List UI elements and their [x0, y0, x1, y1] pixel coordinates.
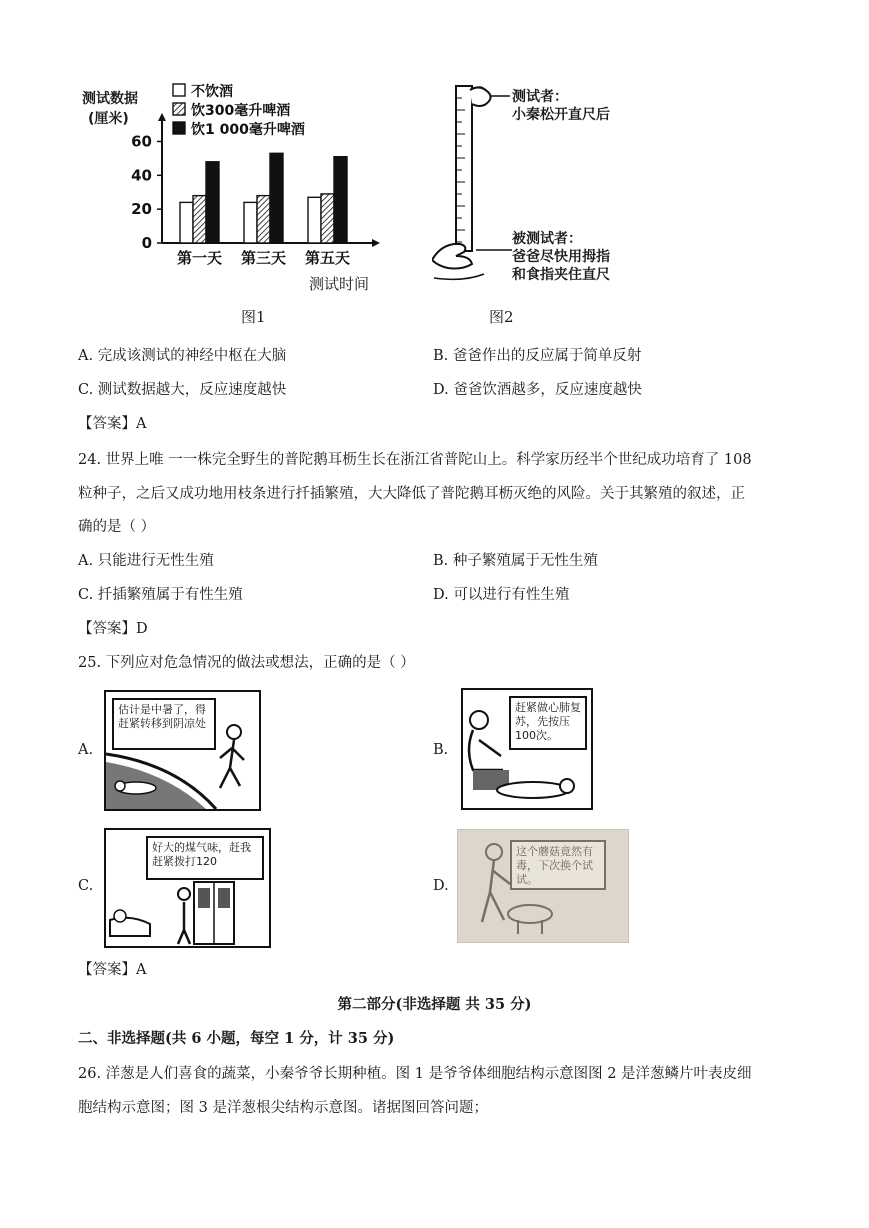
figure-2-caption: 图2: [489, 308, 514, 326]
part-two-heading: 第二部分(非选择题 共 35 分): [337, 996, 532, 1013]
legend-label: 饮300毫升啤酒: [191, 103, 291, 119]
speech-bubble-d: 这个蘑菇竟然有毒，下次换个试试。: [510, 840, 606, 890]
legend-swatch: [173, 103, 185, 115]
q25-cartoon-a: [104, 690, 261, 811]
q26-stem-line1: 26. 洋葱是人们喜食的蔬菜，小秦爷爷长期种植。图 1 是爷爷体细胞结构示意图图 2 是洋葱鳞片叶表皮细: [78, 1066, 752, 1082]
gas-leak-scene-icon: [106, 830, 269, 946]
q25-stem: 25. 下列应对危急情况的做法或想法，正确的是（ ）: [78, 655, 415, 671]
q26-stem-line2: 胞结构示意图；图 3 是洋葱根尖结构示意图。诸据图回答问题；: [78, 1100, 488, 1116]
x-tick-label: 第五天: [304, 249, 351, 267]
q25-cartoon-b: [461, 688, 593, 810]
tester-label: 测试者：: [512, 89, 568, 105]
q24-option-a: A. 只能进行无性生殖: [78, 553, 214, 569]
y-tick-label: 20: [131, 200, 152, 219]
q24-stem-line2: 粒种子，之后又成功地用枝条进行扦插繁殖，大大降低了普陀鹅耳枥灭绝的风险。关于其繁殖的叙述，正: [78, 486, 745, 502]
bar: [257, 196, 270, 243]
figure-1-caption: 图1: [241, 308, 266, 326]
speech-bubble-b: 赶紧做心肺复苏，先按压100次。: [509, 696, 587, 750]
bar: [193, 196, 206, 243]
bar: [321, 194, 334, 243]
x-tick-label: 第一天: [176, 249, 223, 267]
legend-swatch: [173, 84, 185, 96]
y-axis-arrow: [158, 113, 166, 121]
y-axis-label-line1: 测试数据: [82, 91, 138, 107]
bar: [270, 153, 283, 243]
q25-cartoon-c: [104, 828, 271, 948]
q25-answer: 【答案】A: [78, 962, 147, 978]
q24-option-d: D. 可以进行有性生殖: [433, 587, 570, 603]
mushroom-scene-icon: [458, 830, 628, 942]
legend-label: 不饮酒: [191, 84, 233, 100]
y-tick-label: 60: [131, 132, 152, 151]
q24-option-c: C. 扦插繁殖属于有性生殖: [78, 587, 243, 603]
speech-bubble-c: 好大的煤气味，赶我赶紧拨打120: [146, 836, 264, 880]
legend-swatch: [173, 122, 185, 134]
bar: [244, 202, 257, 243]
q23-answer: 【答案】A: [78, 416, 147, 432]
x-tick-label: 第三天: [240, 249, 287, 267]
q23-option-c: C. 测试数据越大，反应速度越快: [78, 382, 287, 398]
q25-label-c: C.: [78, 878, 94, 894]
heatstroke-scene-icon: [106, 692, 259, 809]
chart-legend: [173, 83, 305, 138]
subject-text-line2: 和食指夹住直尺: [512, 267, 610, 283]
speech-bubble-a: 估计是中暑了，得赶紧转移到阴凉处: [112, 698, 216, 750]
q25-label-a: A.: [78, 742, 94, 758]
subject-text-line1: 爸爸尽快用拇指: [512, 249, 610, 265]
x-axis-label: 测试时间: [309, 275, 370, 293]
bar: [206, 162, 219, 243]
x-axis-arrow: [372, 239, 380, 247]
q23-option-a: A. 完成该测试的神经中枢在大脑: [78, 348, 287, 364]
q25-cartoon-d: [457, 829, 629, 943]
ruler-test-illustration: [432, 78, 522, 308]
y-tick-label: 0: [141, 234, 152, 252]
chart-bars: [180, 153, 347, 243]
q25-label-b: B.: [433, 742, 449, 758]
q25-label-d: D.: [433, 878, 449, 894]
bar: [180, 202, 193, 243]
subject-label: 被测试者：: [512, 231, 582, 247]
q24-stem-line3: 确的是（ ）: [78, 519, 156, 535]
y-axis-label-line2: (厘米): [88, 111, 129, 127]
bar: [308, 197, 321, 243]
q24-answer: 【答案】D: [78, 621, 148, 637]
q23-option-d: D. 爸爸饮酒越多，反应速度越快: [433, 382, 642, 398]
legend-label: 饮1 000毫升啤酒: [191, 122, 305, 138]
q24-stem-line1: 24. 世界上唯 一一株完全野生的普陀鹅耳枥生长在浙江省普陀山上。科学家历经半个世纪成功培育了 108: [78, 452, 752, 468]
bar: [334, 157, 347, 243]
cpr-scene-icon: [463, 690, 591, 808]
q24-option-b: B. 种子繁殖属于无性生殖: [433, 553, 598, 569]
section-two-heading: 二、非选择题(共 6 小题，每空 1 分，计 35 分): [78, 1030, 395, 1047]
tester-text: 小秦松开直尺后: [512, 107, 610, 123]
q23-option-b: B. 爸爸作出的反应属于简单反射: [433, 348, 642, 364]
y-tick-label: 40: [131, 166, 152, 185]
